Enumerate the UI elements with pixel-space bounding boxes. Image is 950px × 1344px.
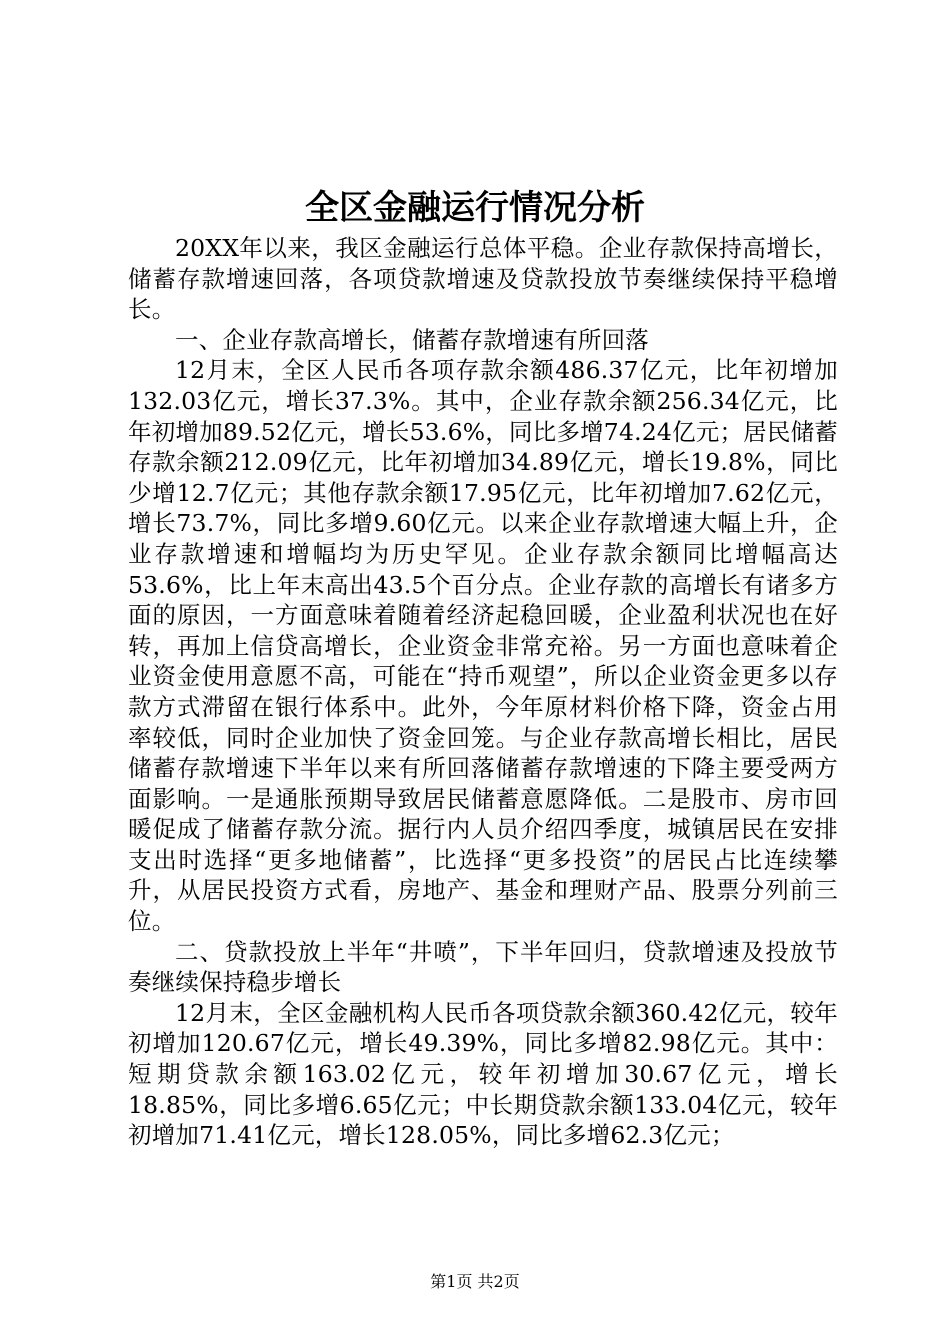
- section-1-paragraph: 12月末，全区人民币各项存款余额486.37亿元，比年初增加132.03亿元，增长37.3%。其中，企业存款余额256.34亿元，比年初增加89.52亿元，增长53.6%，同比多增74.24亿元；居民储蓄存款余额212.09亿元，比年初增加34.89亿元，增长19.8%，同比少增12.7亿元；其他存款余额17.95亿元，比年初增加7.62亿元，增长73.7%，同比多增9.60亿元。以来企业存款增速大幅上升，企业存款增速和增幅均为历史罕见。企业存款余额同比增幅高达53.6%，比上年末高出43.5个百分点。企业存款的高增长有诸多方面的原因，一方面意味着随着经济起稳回暖，企业盈利状况也在好转，再加上信贷高增长，企业资金非常充裕。另一方面也意味着企业资金使用意愿不高，可能在“持币观望”，所以企业资金更多以存款方式滞留在银行体系中。此外，今年原材料价格下降，资金占用率较低，同时企业加快了资金回笼。与企业存款高增长相比，居民储蓄存款增速下半年以来有所回落储蓄存款增速的下降主要受两方面影响。一是通胀预期导致居民储蓄意愿降低。二是股市、房市回暖促成了储蓄存款分流。据行内人员介绍四季度，城镇居民在安排支出时选择“更多地储蓄”，比选择“更多投资”的居民占比连续攀升，从居民投资方式看，房地产、基金和理财产品、股票分列前三位。: [128, 356, 838, 936]
- document-body: [128, 233, 838, 1151]
- section-heading-2: 二、贷款投放上半年“井喷”，下半年回归，贷款增速及投放节奏继续保持稳步增长: [128, 937, 838, 997]
- page-footer: 第1页 共2页: [430, 1272, 520, 1291]
- section-2-paragraph: 12月末，全区金融机构人民币各项贷款余额360.42亿元，较年初增加120.67亿元，增长49.39%，同比多增82.98亿元。其中：短期贷款余额163.02亿元，较年初增加30.67亿元，增长18.85%，同比多增6.65亿元；中长期贷款余额133.04亿元，较年初增加71.41亿元，增长128.05%，同比多增62.3亿元；: [128, 998, 838, 1150]
- section-heading-1: 一、企业存款高增长，储蓄存款增速有所回落: [175, 325, 649, 354]
- intro-paragraph: 20XX年以来，我区金融运行总体平稳。企业存款保持高增长，储蓄存款增速回落，各项贷款增速及贷款投放节奏继续保持平稳增长。: [128, 234, 838, 324]
- document-title: 全区金融运行情况分析: [305, 188, 645, 228]
